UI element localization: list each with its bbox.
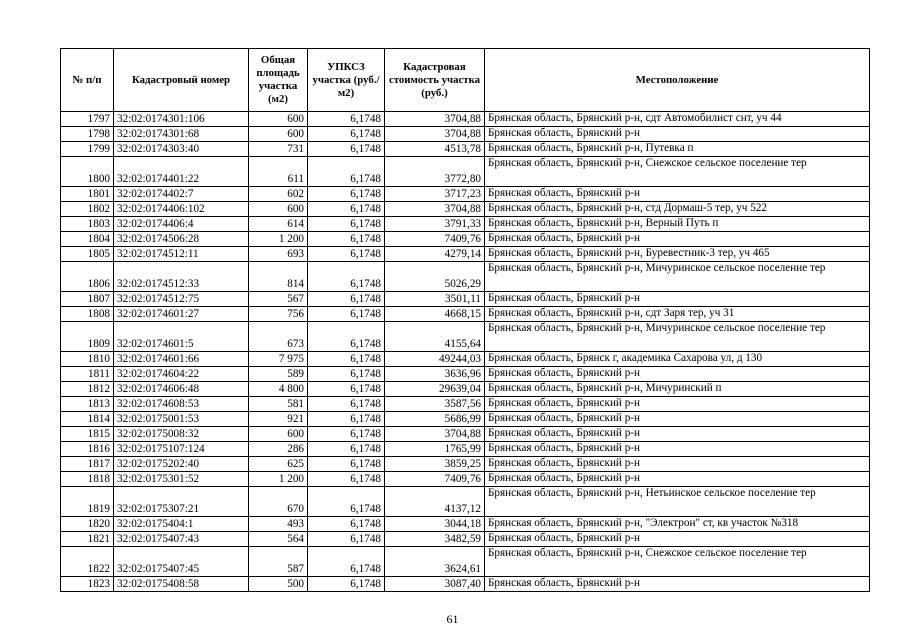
table-row <box>61 547 870 577</box>
cell-index: 1823 <box>61 577 114 592</box>
cell-cadastral-number: 32:02:0174406:4 <box>114 217 249 232</box>
cell-value: 4137,12 <box>385 487 485 517</box>
cell-cadastral-number: 32:02:0174601:5 <box>114 322 249 352</box>
header-index: № п/п <box>61 49 114 112</box>
cell-upks: 6,1748 <box>308 457 385 472</box>
cell-location: Брянская область, Брянский р-н, Снежское сельское поселение тер <box>485 157 870 187</box>
cell-cadastral-number: 32:02:0175407:43 <box>114 532 249 547</box>
table-row <box>61 112 870 127</box>
cell-value: 4279,14 <box>385 247 485 262</box>
cell-area: 673 <box>249 322 308 352</box>
table-row <box>61 157 870 187</box>
table-row <box>61 322 870 352</box>
cell-cadastral-number: 32:02:0174401:22 <box>114 157 249 187</box>
cell-upks: 6,1748 <box>308 487 385 517</box>
header-area: Общая площадь участка (м2) <box>249 49 308 112</box>
cell-cadastral-number: 32:02:0175107:124 <box>114 442 249 457</box>
cell-location: Брянская область, Брянский р-н <box>485 127 870 142</box>
cell-location: Брянская область, Брянский р-н, Путевка п <box>485 142 870 157</box>
cell-index: 1814 <box>61 412 114 427</box>
cell-area: 921 <box>249 412 308 427</box>
cell-location: Брянская область, Брянский р-н, стд Дормаш-5 тер, уч 522 <box>485 202 870 217</box>
cell-cadastral-number: 32:02:0174506:28 <box>114 232 249 247</box>
cell-upks: 6,1748 <box>308 442 385 457</box>
cell-location: Брянская область, Брянский р-н <box>485 427 870 442</box>
cell-upks: 6,1748 <box>308 397 385 412</box>
cell-location: Брянская область, Брянский р-н <box>485 457 870 472</box>
cell-location: Брянская область, Брянский р-н, Нетьинское сельское поселение тер <box>485 487 870 517</box>
cell-value: 3717,23 <box>385 187 485 202</box>
table-row <box>61 262 870 292</box>
table-row <box>61 532 870 547</box>
cell-area: 564 <box>249 532 308 547</box>
cell-location: Брянская область, Брянск г, академика Сахарова ул, д 130 <box>485 352 870 367</box>
cell-value: 3791,33 <box>385 217 485 232</box>
cell-index: 1809 <box>61 322 114 352</box>
cell-cadastral-number: 32:02:0174406:102 <box>114 202 249 217</box>
cell-cadastral-number: 32:02:0175404:1 <box>114 517 249 532</box>
table-row <box>61 292 870 307</box>
cell-value: 3704,88 <box>385 127 485 142</box>
table-row <box>61 217 870 232</box>
cell-cadastral-number: 32:02:0175001:53 <box>114 412 249 427</box>
cell-index: 1805 <box>61 247 114 262</box>
cell-area: 600 <box>249 112 308 127</box>
cell-index: 1819 <box>61 487 114 517</box>
cell-area: 7 975 <box>249 352 308 367</box>
cell-index: 1797 <box>61 112 114 127</box>
cell-upks: 6,1748 <box>308 517 385 532</box>
cell-location: Брянская область, Брянский р-н <box>485 367 870 382</box>
cell-area: 1 200 <box>249 232 308 247</box>
cell-location: Брянская область, Брянский р-н, "Электрон" ст, кв участок №318 <box>485 517 870 532</box>
cell-index: 1818 <box>61 472 114 487</box>
cell-upks: 6,1748 <box>308 367 385 382</box>
table-row <box>61 307 870 322</box>
cell-cadastral-number: 32:02:0175408:58 <box>114 577 249 592</box>
cell-index: 1815 <box>61 427 114 442</box>
cell-value: 4513,78 <box>385 142 485 157</box>
cell-value: 1765,99 <box>385 442 485 457</box>
cell-value: 3624,61 <box>385 547 485 577</box>
cell-index: 1821 <box>61 532 114 547</box>
cell-index: 1816 <box>61 442 114 457</box>
cell-upks: 6,1748 <box>308 187 385 202</box>
cell-value: 3704,88 <box>385 112 485 127</box>
cell-location: Брянская область, Брянский р-н <box>485 577 870 592</box>
table-row <box>61 472 870 487</box>
cell-location: Брянская область, Брянский р-н, Мичуринское сельское поселение тер <box>485 322 870 352</box>
cell-area: 567 <box>249 292 308 307</box>
cell-index: 1820 <box>61 517 114 532</box>
cell-cadastral-number: 32:02:0174608:53 <box>114 397 249 412</box>
table-row <box>61 517 870 532</box>
cell-location: Брянская область, Брянский р-н <box>485 532 870 547</box>
cell-index: 1812 <box>61 382 114 397</box>
cell-area: 286 <box>249 442 308 457</box>
cell-area: 600 <box>249 427 308 442</box>
cell-area: 731 <box>249 142 308 157</box>
cell-area: 581 <box>249 397 308 412</box>
cell-value: 4668,15 <box>385 307 485 322</box>
cell-cadastral-number: 32:02:0175407:45 <box>114 547 249 577</box>
cell-index: 1808 <box>61 307 114 322</box>
cell-area: 602 <box>249 187 308 202</box>
cell-area: 614 <box>249 217 308 232</box>
cell-value: 49244,03 <box>385 352 485 367</box>
cell-upks: 6,1748 <box>308 247 385 262</box>
cell-cadastral-number: 32:02:0174301:106 <box>114 112 249 127</box>
cell-area: 670 <box>249 487 308 517</box>
cell-index: 1822 <box>61 547 114 577</box>
cell-area: 1 200 <box>249 472 308 487</box>
table-row <box>61 412 870 427</box>
cell-index: 1804 <box>61 232 114 247</box>
cell-area: 589 <box>249 367 308 382</box>
table-row <box>61 367 870 382</box>
cell-upks: 6,1748 <box>308 577 385 592</box>
cell-cadastral-number: 32:02:0174601:66 <box>114 352 249 367</box>
cell-upks: 6,1748 <box>308 262 385 292</box>
table-row <box>61 457 870 472</box>
cell-cadastral-number: 32:02:0174303:40 <box>114 142 249 157</box>
table-row <box>61 202 870 217</box>
cell-area: 693 <box>249 247 308 262</box>
cell-upks: 6,1748 <box>308 217 385 232</box>
cell-value: 3587,56 <box>385 397 485 412</box>
cell-value: 3859,25 <box>385 457 485 472</box>
cell-index: 1800 <box>61 157 114 187</box>
cell-index: 1803 <box>61 217 114 232</box>
cell-cadastral-number: 32:02:0174604:22 <box>114 367 249 382</box>
cell-area: 4 800 <box>249 382 308 397</box>
cell-index: 1802 <box>61 202 114 217</box>
cell-upks: 6,1748 <box>308 322 385 352</box>
table-row <box>61 127 870 142</box>
cell-upks: 6,1748 <box>308 232 385 247</box>
page-number: 61 <box>446 612 459 626</box>
cell-cadastral-number: 32:02:0175008:32 <box>114 427 249 442</box>
cell-cadastral-number: 32:02:0174512:33 <box>114 262 249 292</box>
cell-cadastral-number: 32:02:0174512:75 <box>114 292 249 307</box>
header-upks: УПКСЗ участка (руб./м2) <box>308 49 385 112</box>
cell-area: 500 <box>249 577 308 592</box>
cell-value: 7409,76 <box>385 472 485 487</box>
cell-value: 3482,59 <box>385 532 485 547</box>
cell-upks: 6,1748 <box>308 202 385 217</box>
cell-location: Брянская область, Брянский р-н, Мичуринское сельское поселение тер <box>485 262 870 292</box>
cadastral-table <box>60 48 870 592</box>
cell-upks: 6,1748 <box>308 427 385 442</box>
header-location: Местоположение <box>485 49 870 112</box>
cell-cadastral-number: 32:02:0174301:68 <box>114 127 249 142</box>
cell-index: 1807 <box>61 292 114 307</box>
cell-area: 756 <box>249 307 308 322</box>
cell-location: Брянская область, Брянский р-н, Верный Путь п <box>485 217 870 232</box>
table-row <box>61 427 870 442</box>
cell-upks: 6,1748 <box>308 142 385 157</box>
cell-area: 625 <box>249 457 308 472</box>
cell-location: Брянская область, Брянский р-н <box>485 187 870 202</box>
table-row <box>61 247 870 262</box>
cell-location: Брянская область, Брянский р-н, Снежское сельское поселение тер <box>485 547 870 577</box>
cell-upks: 6,1748 <box>308 352 385 367</box>
table-row <box>61 187 870 202</box>
cell-index: 1817 <box>61 457 114 472</box>
cell-upks: 6,1748 <box>308 127 385 142</box>
cell-index: 1813 <box>61 397 114 412</box>
cell-cadastral-number: 32:02:0174512:11 <box>114 247 249 262</box>
cell-cadastral-number: 32:02:0175301:52 <box>114 472 249 487</box>
cell-upks: 6,1748 <box>308 532 385 547</box>
cell-index: 1798 <box>61 127 114 142</box>
cell-value: 5686,99 <box>385 412 485 427</box>
header-cadastral-number: Кадастровый номер <box>114 49 249 112</box>
cell-cadastral-number: 32:02:0175307:21 <box>114 487 249 517</box>
cell-index: 1811 <box>61 367 114 382</box>
cell-area: 600 <box>249 202 308 217</box>
header-cadastral-value: Кадастровая стоимость участка (руб.) <box>385 49 485 112</box>
cell-value: 3636,96 <box>385 367 485 382</box>
cell-value: 3704,88 <box>385 202 485 217</box>
table-row <box>61 397 870 412</box>
cell-area: 814 <box>249 262 308 292</box>
cell-upks: 6,1748 <box>308 382 385 397</box>
cell-value: 3501,11 <box>385 292 485 307</box>
cell-location: Брянская область, Брянский р-н, Буревестник-3 тер, уч 465 <box>485 247 870 262</box>
cell-upks: 6,1748 <box>308 412 385 427</box>
table-header-row <box>61 49 870 112</box>
cell-index: 1799 <box>61 142 114 157</box>
cell-area: 493 <box>249 517 308 532</box>
cell-location: Брянская область, Брянский р-н <box>485 472 870 487</box>
cell-cadastral-number: 32:02:0174606:48 <box>114 382 249 397</box>
cell-value: 3772,80 <box>385 157 485 187</box>
cell-upks: 6,1748 <box>308 292 385 307</box>
cell-location: Брянская область, Брянский р-н <box>485 397 870 412</box>
cell-value: 3044,18 <box>385 517 485 532</box>
cell-value: 5026,29 <box>385 262 485 292</box>
cell-area: 587 <box>249 547 308 577</box>
cell-location: Брянская область, Брянский р-н <box>485 232 870 247</box>
table-row <box>61 142 870 157</box>
cell-cadastral-number: 32:02:0175202:40 <box>114 457 249 472</box>
cell-location: Брянская область, Брянский р-н <box>485 412 870 427</box>
cell-location: Брянская область, Брянский р-н <box>485 442 870 457</box>
cell-value: 7409,76 <box>385 232 485 247</box>
cell-location: Брянская область, Брянский р-н, сдт Автомобилист снт, уч 44 <box>485 112 870 127</box>
cell-index: 1801 <box>61 187 114 202</box>
table-row <box>61 382 870 397</box>
table-row <box>61 352 870 367</box>
table-row <box>61 232 870 247</box>
cell-area: 611 <box>249 157 308 187</box>
cell-cadastral-number: 32:02:0174402:7 <box>114 187 249 202</box>
cell-location: Брянская область, Брянский р-н, Мичуринский п <box>485 382 870 397</box>
cell-upks: 6,1748 <box>308 547 385 577</box>
cell-location: Брянская область, Брянский р-н <box>485 292 870 307</box>
cell-location: Брянская область, Брянский р-н, сдт Заря тер, уч 31 <box>485 307 870 322</box>
cell-value: 3087,40 <box>385 577 485 592</box>
cell-upks: 6,1748 <box>308 307 385 322</box>
table-row <box>61 442 870 457</box>
cell-upks: 6,1748 <box>308 472 385 487</box>
cell-index: 1806 <box>61 262 114 292</box>
table-row <box>61 487 870 517</box>
cell-value: 4155,64 <box>385 322 485 352</box>
cell-value: 29639,04 <box>385 382 485 397</box>
cell-upks: 6,1748 <box>308 157 385 187</box>
table-row <box>61 577 870 592</box>
cell-upks: 6,1748 <box>308 112 385 127</box>
cell-value: 3704,88 <box>385 427 485 442</box>
cell-area: 600 <box>249 127 308 142</box>
cell-cadastral-number: 32:02:0174601:27 <box>114 307 249 322</box>
cell-index: 1810 <box>61 352 114 367</box>
